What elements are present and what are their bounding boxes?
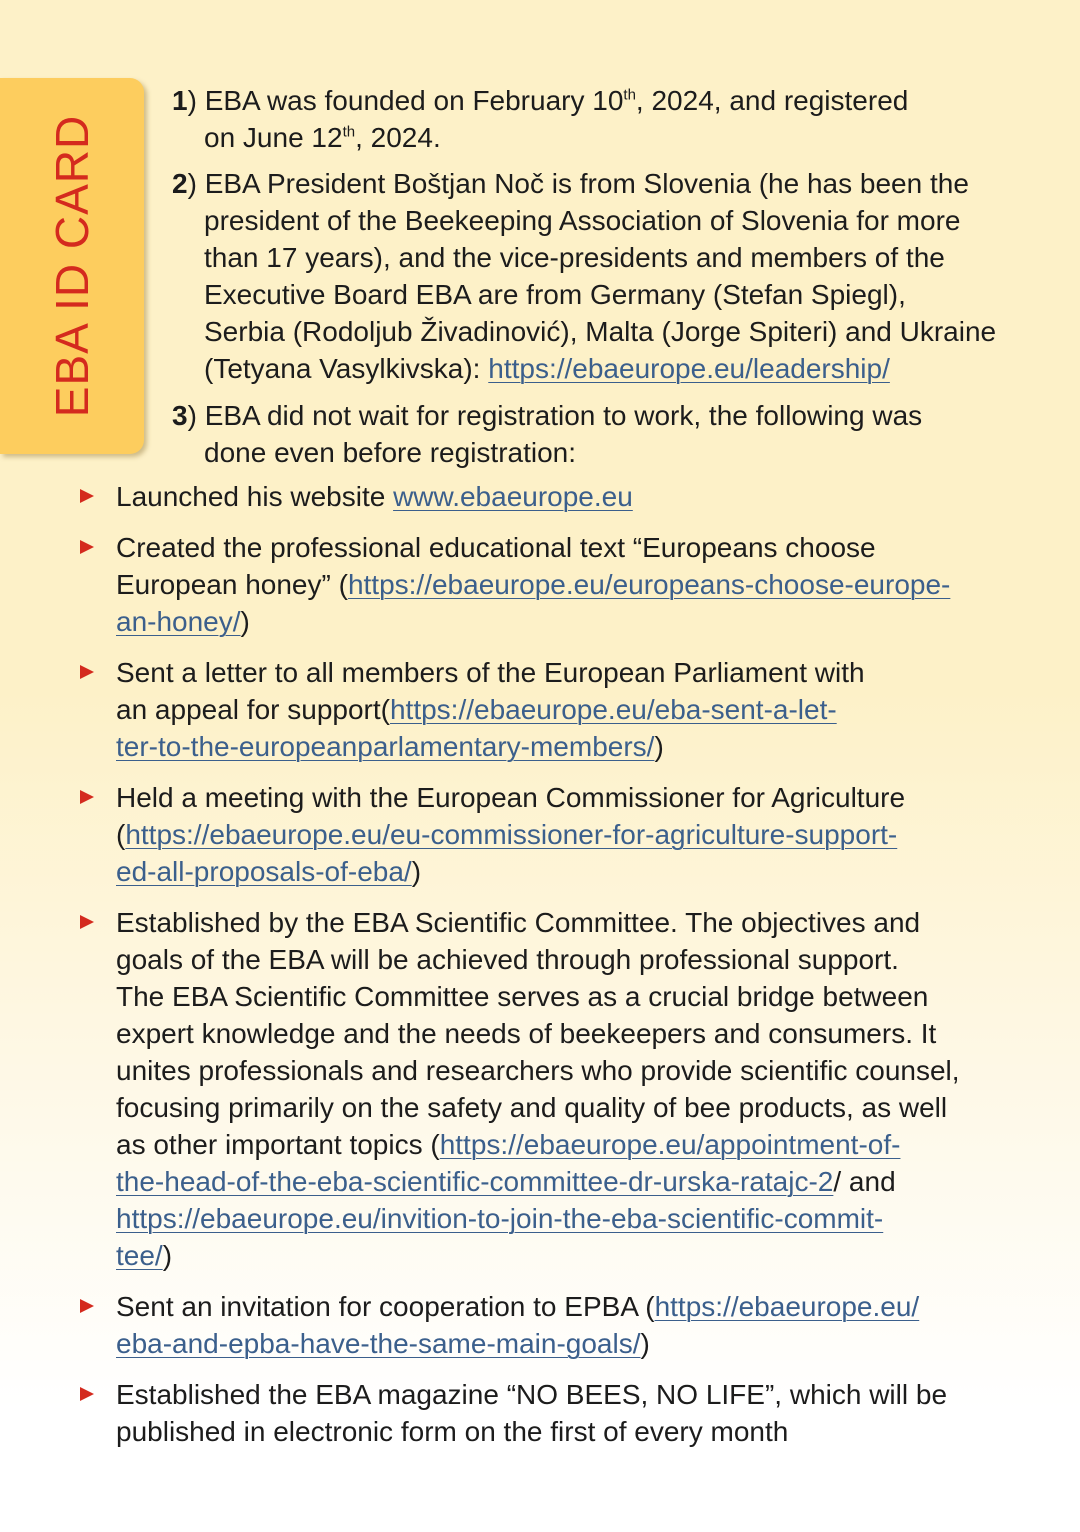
text: / and (833, 1166, 896, 1197)
text: Created the professional educational text “Europeans choose (116, 532, 876, 563)
website-link[interactable]: www.ebaeurope.eu (393, 481, 633, 512)
triangle-bullet-icon (80, 665, 94, 679)
list-item (80, 1376, 1040, 1450)
triangle-bullet-icon (80, 1299, 94, 1313)
appointment-link[interactable]: https://ebaeurope.eu/appointment-of- (439, 1129, 901, 1160)
text: done even before registration: (204, 437, 577, 468)
list-item (80, 779, 1040, 890)
text: EBA was founded on February 10 (204, 85, 624, 116)
text: Sent an invitation for cooperation to EPBA ( (116, 1291, 655, 1322)
text: EBA President Boštjan Noč is from Slovenia (he has been the (204, 168, 969, 199)
list-item (80, 478, 1040, 515)
text: focusing primarily on the safety and quality of bee products, as well (116, 1092, 948, 1123)
text: Executive Board EBA are from Germany (Stefan Spiegl), (204, 279, 906, 310)
item-number: 1 (172, 85, 188, 116)
text: Serbia (Rodoljub Živadinović), Malta (Jorge Spiteri) and Ukraine (204, 316, 997, 347)
text: ) (411, 856, 422, 887)
triangle-bullet-icon (80, 489, 94, 503)
text: , 2024, and registered (635, 85, 909, 116)
text: ) (162, 1240, 173, 1271)
tab-title: EBA ID CARD (46, 114, 98, 418)
commissioner-link[interactable]: https://ebaeurope.eu/eu-commissioner-for-agriculture-support- (125, 819, 898, 850)
text: The EBA Scientific Committee serves as a crucial bridge between (116, 981, 929, 1012)
text: European honey” ( (116, 569, 348, 600)
text: ( (116, 819, 126, 850)
numbered-item-1: 1) EBA was founded on February 10th, 2024, and registered on June 12th, 2024. (172, 85, 909, 153)
text: ) (640, 1328, 650, 1359)
honey-article-link[interactable]: https://ebaeurope.eu/europeans-choose-europe- (347, 569, 951, 600)
text: , 2024. (355, 122, 441, 153)
text: expert knowledge and the needs of beekeepers and consumers. It (116, 1018, 937, 1049)
list-item (80, 904, 1040, 1274)
id-card-tab (0, 78, 144, 454)
invitation-link[interactable]: https://ebaeurope.eu/invition-to-join-the-eba-scientific-commit- (116, 1203, 884, 1234)
honey-article-link-cont[interactable]: an-honey/ (116, 606, 241, 637)
text: ) (240, 606, 250, 637)
parliament-letter-link-cont[interactable]: ter-to-the-europeanparlamentary-members/ (116, 731, 655, 762)
text: than 17 years), and the vice-presidents and members of the (204, 242, 945, 273)
superscript: th (623, 86, 636, 104)
text: unites professionals and researchers who provide scientific counsel, (116, 1055, 960, 1086)
text: ) (654, 731, 664, 762)
numbered-item-3: 3) EBA did not wait for registration to work, the following was done even before registration: (172, 397, 1042, 471)
text: EBA did not wait for registration to work, the following was (204, 400, 923, 431)
numbered-item-2: 2) EBA President Boštjan Noč is from Slovenia (he has been the president of the Beekeeping Association of Slovenia for more than 17 years), and the vice-presidents and members of the Executive Board EBA are from Germany (Stefan Spiegl), Serbia (Rodoljub Živadinović), Malta (Jorge Spiteri) and Ukraine (Tetyana Vasylkivska): https://ebaeurope.eu/leadership/ (172, 165, 1042, 387)
text: on June 12 (204, 122, 343, 153)
list-item (80, 654, 1040, 765)
epba-link-cont[interactable]: eba-and-epba-have-the-same-main-goals/ (116, 1328, 641, 1359)
appointment-link-cont[interactable]: the-head-of-the-eba-scientific-committee-dr-urska-ratajc-2 (116, 1166, 834, 1197)
epba-link[interactable]: https://ebaeurope.eu/ (654, 1291, 920, 1322)
triangle-bullet-icon (80, 915, 94, 929)
triangle-bullet-icon (80, 540, 94, 554)
item-number: 3 (172, 400, 188, 431)
commissioner-link-cont[interactable]: ed-all-proposals-of-eba/ (116, 856, 412, 887)
leadership-link[interactable]: https://ebaeurope.eu/leadership/ (488, 353, 890, 384)
text: Established by the EBA Scientific Committee. The objectives and (116, 907, 921, 938)
text: Launched his website (116, 481, 394, 512)
superscript: th (342, 123, 356, 141)
list-item (80, 529, 1040, 640)
parliament-letter-link[interactable]: https://ebaeurope.eu/eba-sent-a-let- (389, 694, 837, 725)
text: Established the EBA magazine “NO BEES, NO LIFE”, which will be (116, 1379, 948, 1410)
achievements-list (80, 478, 1040, 1464)
invitation-link-cont[interactable]: tee/ (116, 1240, 163, 1271)
text: president of the Beekeeping Association of Slovenia for more (204, 205, 961, 236)
text: goals of the EBA will be achieved through professional support. (116, 944, 899, 975)
text: published in electronic form on the first of every month (116, 1416, 789, 1447)
item-number: 2 (172, 168, 188, 199)
text: Held a meeting with the European Commissioner for Agriculture (116, 782, 906, 813)
text: Sent a letter to all members of the European Parliament with (116, 657, 865, 688)
text: as other important topics ( (116, 1129, 440, 1160)
text: an appeal for support( (116, 694, 390, 725)
list-item (80, 1288, 1040, 1362)
text: (Tetyana Vasylkivska): (204, 353, 489, 384)
triangle-bullet-icon (80, 790, 94, 804)
triangle-bullet-icon (80, 1387, 94, 1401)
